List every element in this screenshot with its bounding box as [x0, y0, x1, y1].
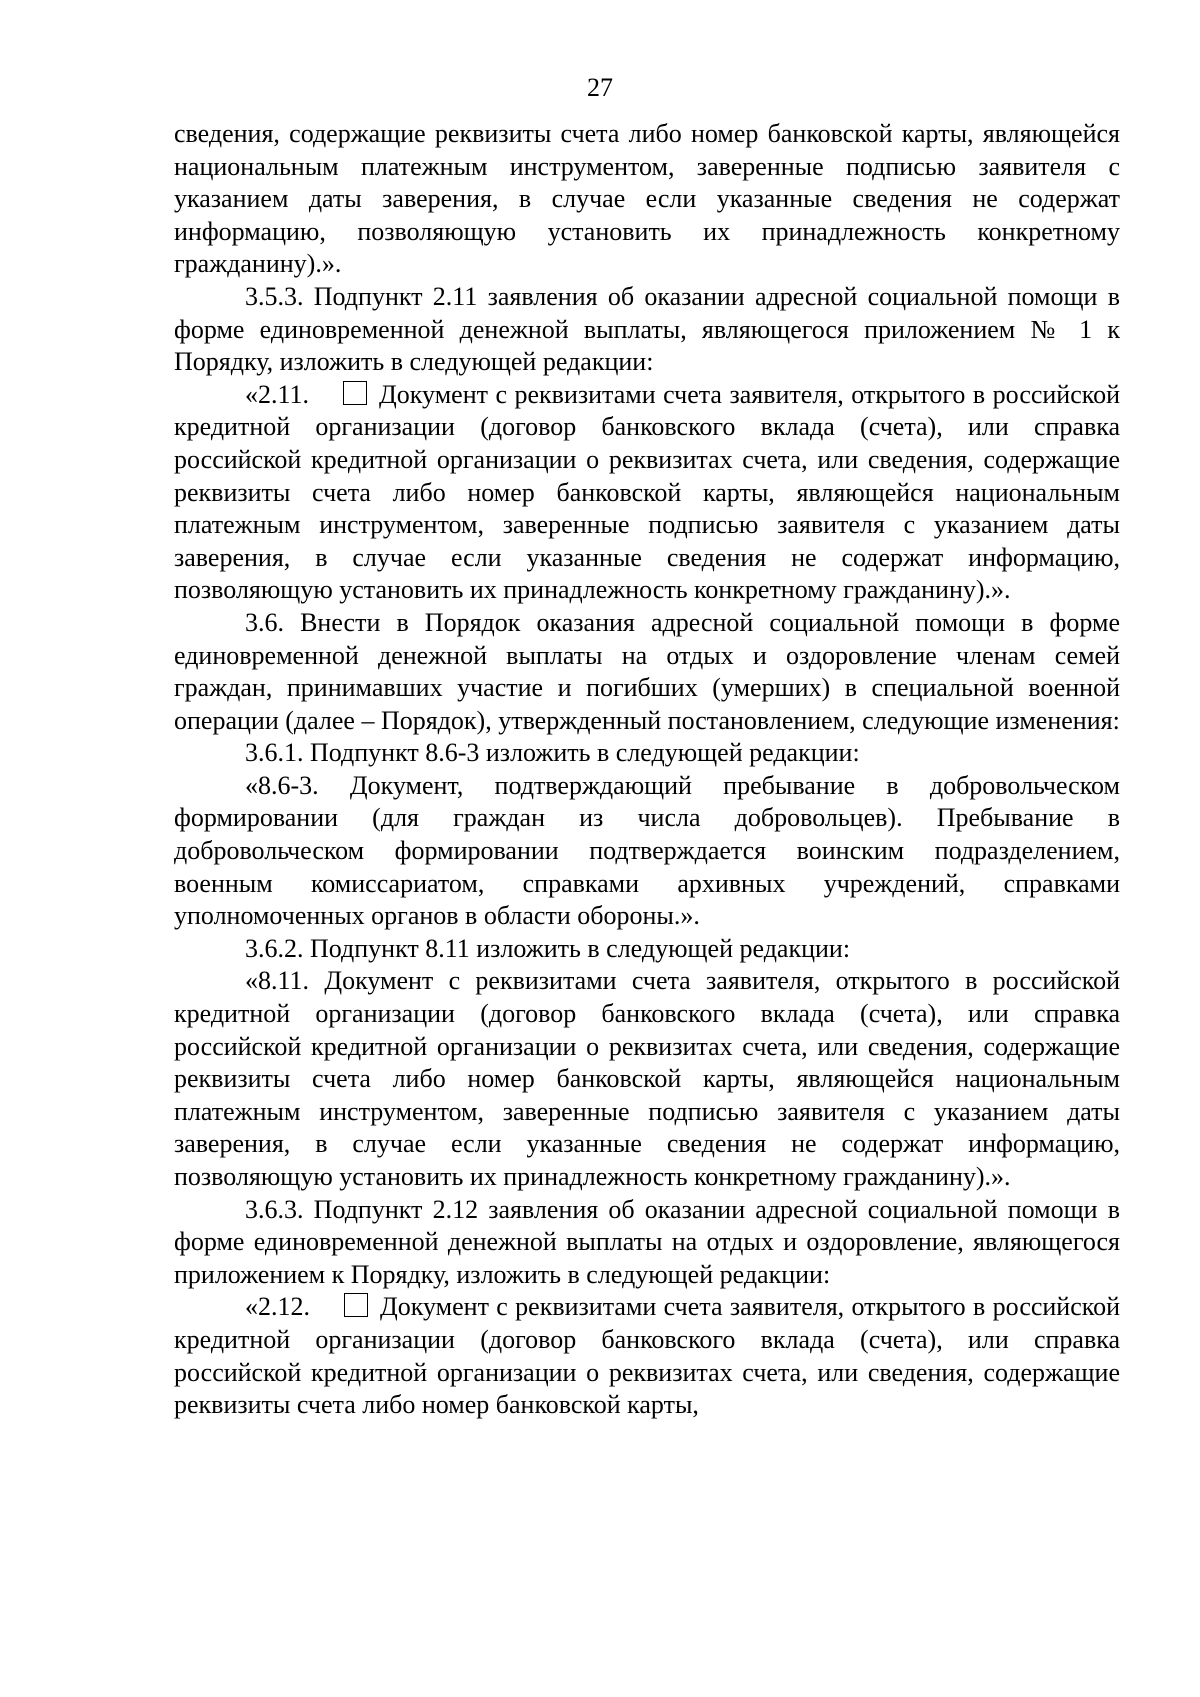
- paragraph-3-6: 3.6. Внести в Порядок оказания адресной социальной помощи в форме единовременной денежной выплаты на отдых и оздоровление членам семей граждан, принимавших участие и погибших (умерших) в специальной военной операции (далее – Порядок), утвержденный постановлением, следующие изменения:: [174, 607, 1120, 735]
- paragraph-8-11: «8.11. Документ с реквизитами счета заявителя, открытого в российской кредитной организации (договор банковского вклада (счета), или справка российской кредитной организации о реквизитах счета, или сведения, содержащие реквизиты счета либо номер банковской карты, являющейся национальным платежным инструментом, заверенные подписью заявителя с указанием даты заверения, в случае если указанные сведения не содержат информацию, позволяющую установить их принадлежность конкретному гражданину).».: [174, 966, 1120, 1191]
- paragraph-2-12-checkbox-item: [174, 1291, 1120, 1421]
- paragraph-3-6-2: 3.6.2. Подпункт 8.11 изложить в следующей редакции:: [245, 933, 851, 963]
- checkbox-empty-icon: [344, 1293, 368, 1317]
- item-text: Документ с реквизитами счета заявителя, открытого в российской кредитной организации (договор банковского вклада (счета), или справка российской кредитной организации о реквизитах счета, или сведения, содержащие реквизиты счета либо номер банковской карты, являющейся национальным платежным инструментом, заверенные подписью заявителя с указанием даты заверения, в случае если указанные сведения не содержат информацию, позволяющую установить их принадлежность конкретному гражданину).».: [174, 379, 1120, 605]
- document-body: [174, 118, 1120, 1422]
- item-number: «2.11.: [245, 379, 310, 409]
- checkbox-empty-icon: [343, 381, 367, 405]
- paragraph-8-6-3: «8.6-3. Документ, подтверждающий пребывание в добровольческом формировании (для граждан из числа добровольцев). Пребывание в добровольческом формировании подтверждается воинским подразделением, военным комиссариатом, справками архивных учреждений, справками уполномоченных органов в области обороны.».: [174, 770, 1120, 931]
- paragraph-3-5-3: 3.5.3. Подпункт 2.11 заявления об оказании адресной социальной помощи в форме единовременной денежной выплаты, являющегося приложением № 1 к Порядку, изложить в следующей редакции:: [174, 281, 1120, 377]
- page-number: 27: [587, 73, 613, 102]
- paragraph-3-6-3: 3.6.3. Подпункт 2.12 заявления об оказании адресной социальной помощи в форме единовременной денежной выплаты на отдых и оздоровление, являющегося приложением к Порядку, изложить в следующей редакции:: [174, 1194, 1120, 1289]
- item-number: «2.12.: [245, 1292, 310, 1322]
- paragraph-continuation: сведения, содержащие реквизиты счета либо номер банковской карты, являющейся национальным платежным инструментом, заверенные подписью заявителя с указанием даты заверения, в случае если указанные сведения не содержат информацию, позволяющую установить их принадлежность конкретному гражданину).».: [174, 119, 1120, 279]
- item-text: Документ с реквизитами счета заявителя, открытого в российской кредитной организации (договор банковского вклада (счета), или справка российской кредитной организации о реквизитах счета, или сведения, содержащие реквизиты счета либо номер банковской карты,: [174, 1292, 1120, 1420]
- paragraph-3-6-1: 3.6.1. Подпункт 8.6-3 изложить в следующей редакции:: [245, 738, 860, 768]
- paragraph-2-11-checkbox-item: [174, 379, 1120, 607]
